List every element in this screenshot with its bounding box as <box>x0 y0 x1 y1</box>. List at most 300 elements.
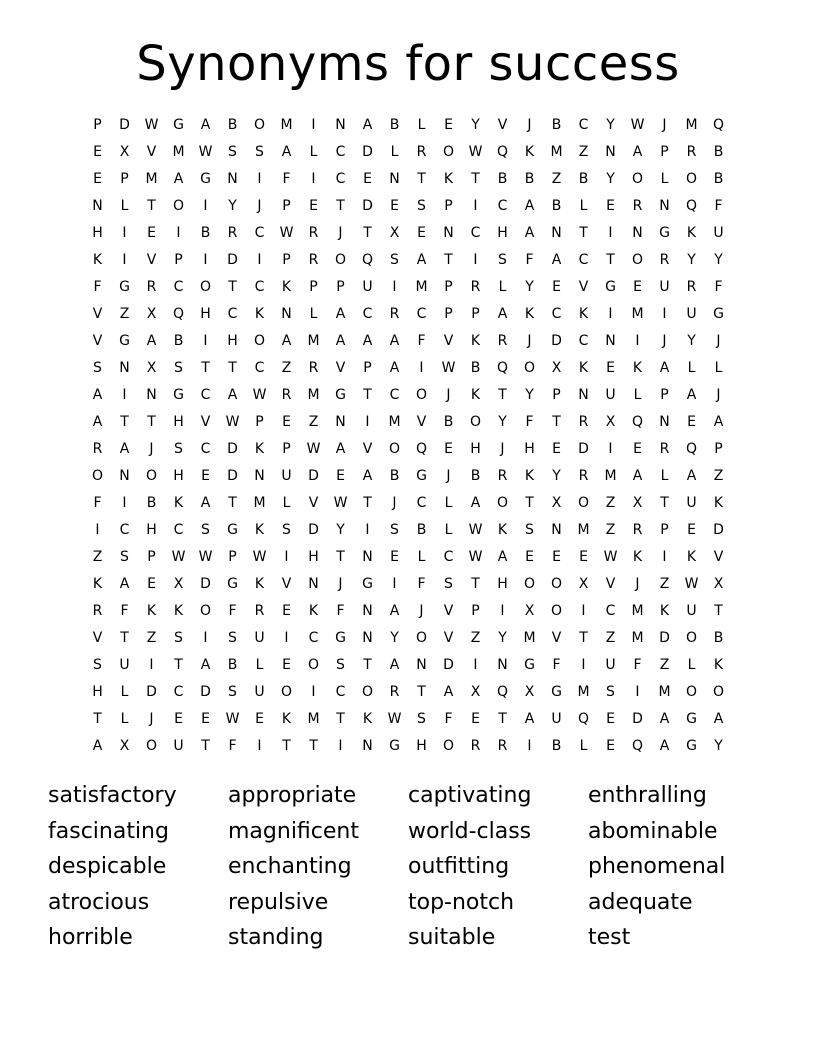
grid-letter: U <box>686 603 697 619</box>
grid-letter: Y <box>498 630 507 646</box>
grid-letter: E <box>606 360 615 376</box>
grid-letter: R <box>308 252 319 268</box>
grid-letter: R <box>92 441 103 457</box>
grid-letter: W <box>630 117 645 133</box>
grid-letter: C <box>254 279 265 295</box>
grid-letter: J <box>149 711 154 727</box>
grid-letter: U <box>659 279 670 295</box>
grid-row <box>84 733 732 760</box>
grid-letter: I <box>365 414 370 430</box>
grid-letter: E <box>444 117 453 133</box>
grid-letter: J <box>635 576 640 592</box>
grid-letter: L <box>660 171 669 187</box>
grid-letter: C <box>119 522 130 538</box>
grid-letter: B <box>389 117 400 133</box>
grid-letter: I <box>203 252 208 268</box>
grid-letter: K <box>173 495 184 511</box>
grid-letter: V <box>443 333 454 349</box>
grid-letter: Z <box>146 630 157 646</box>
word-list-item: atrocious <box>48 889 150 915</box>
grid-row <box>84 409 732 436</box>
grid-letter: I <box>365 522 370 538</box>
grid-letter: M <box>631 603 644 619</box>
grid-letter: T <box>363 495 372 511</box>
grid-letter: R <box>470 279 481 295</box>
grid-letter: U <box>254 630 265 646</box>
grid-letter: Z <box>659 657 670 673</box>
grid-letter: V <box>335 360 346 376</box>
grid-letter: E <box>471 711 480 727</box>
grid-letter: T <box>525 495 534 511</box>
grid-letter: E <box>633 279 642 295</box>
grid-letter: R <box>308 360 319 376</box>
word-list-item: adequate <box>588 889 693 915</box>
grid-letter: V <box>92 306 103 322</box>
grid-letter: A <box>335 333 346 349</box>
grid-letter: M <box>172 144 185 160</box>
grid-letter: O <box>685 684 698 700</box>
word-list-item: test <box>588 925 631 950</box>
grid-letter: R <box>686 144 697 160</box>
grid-row <box>84 112 732 139</box>
grid-letter: N <box>389 171 400 187</box>
grid-letter: J <box>716 333 721 349</box>
grid-row <box>84 598 732 625</box>
grid-letter: O <box>685 171 698 187</box>
word-list-item: appropriate <box>228 783 357 808</box>
grid-letter: V <box>146 252 157 268</box>
grid-letter: O <box>577 495 590 511</box>
grid-letter: Q <box>685 441 698 457</box>
grid-letter: H <box>200 306 211 322</box>
grid-letter: C <box>173 684 184 700</box>
grid-letter: B <box>146 495 157 511</box>
grid-letter: G <box>389 738 400 754</box>
grid-letter: W <box>171 549 186 565</box>
grid-letter: E <box>606 738 615 754</box>
grid-letter: K <box>578 360 589 376</box>
grid-letter: P <box>471 603 480 619</box>
grid-letter: V <box>713 549 724 565</box>
grid-letter: O <box>631 171 644 187</box>
grid-letter: Q <box>361 252 374 268</box>
grid-letter: X <box>119 144 130 160</box>
grid-letter: J <box>500 441 505 457</box>
grid-letter: O <box>415 387 428 403</box>
grid-letter: T <box>579 225 588 241</box>
grid-letter: P <box>228 549 237 565</box>
grid-letter: R <box>497 333 508 349</box>
grid-letter: L <box>714 360 723 376</box>
grid-letter: I <box>257 171 262 187</box>
grid-letter: P <box>714 441 723 457</box>
grid-letter: P <box>363 360 372 376</box>
grid-letter: C <box>551 306 562 322</box>
grid-letter: B <box>551 198 562 214</box>
grid-letter: A <box>632 468 643 484</box>
grid-letter: W <box>279 225 294 241</box>
grid-letter: B <box>497 171 508 187</box>
grid-letter: S <box>174 360 183 376</box>
grid-letter: O <box>442 738 455 754</box>
grid-letter: O <box>550 576 563 592</box>
grid-letter: T <box>417 684 426 700</box>
grid-letter: S <box>390 522 399 538</box>
grid-letter: P <box>660 522 669 538</box>
grid-letter: W <box>225 711 240 727</box>
grid-letter: Y <box>336 522 345 538</box>
grid-letter: O <box>685 630 698 646</box>
grid-letter: C <box>227 306 238 322</box>
grid-letter: Q <box>172 306 185 322</box>
grid-letter: O <box>442 144 455 160</box>
grid-letter: H <box>308 549 319 565</box>
grid-letter: C <box>254 225 265 241</box>
grid-letter: A <box>659 738 670 754</box>
grid-letter: I <box>608 441 613 457</box>
grid-letter: O <box>361 684 374 700</box>
grid-letter: A <box>551 252 562 268</box>
grid-letter: X <box>524 603 535 619</box>
grid-letter: K <box>92 576 103 592</box>
grid-letter: G <box>119 333 130 349</box>
grid-letter: T <box>336 549 345 565</box>
grid-letter: C <box>578 333 589 349</box>
grid-letter: T <box>93 711 102 727</box>
grid-letter: I <box>203 630 208 646</box>
grid-letter: I <box>176 225 181 241</box>
grid-letter: G <box>551 684 562 700</box>
grid-letter: N <box>227 171 238 187</box>
grid-letter: I <box>662 549 667 565</box>
word-list <box>48 778 768 956</box>
grid-letter: J <box>446 387 451 403</box>
grid-letter: A <box>524 198 535 214</box>
grid-letter: X <box>578 576 589 592</box>
grid-letter: F <box>714 198 723 214</box>
grid-letter: M <box>577 522 590 538</box>
grid-letter: U <box>605 657 616 673</box>
grid-letter: K <box>443 171 454 187</box>
grid-letter: D <box>632 711 643 727</box>
grid-letter: V <box>551 630 562 646</box>
grid-letter: O <box>550 603 563 619</box>
grid-letter: Z <box>605 495 616 511</box>
grid-letter: S <box>336 657 345 673</box>
grid-letter: P <box>336 279 345 295</box>
grid-letter: L <box>687 657 696 673</box>
grid-letter: W <box>603 549 618 565</box>
grid-letter: N <box>119 468 130 484</box>
grid-letter: H <box>416 738 427 754</box>
grid-letter: I <box>311 171 316 187</box>
grid-letter: X <box>632 495 643 511</box>
grid-letter: I <box>95 522 100 538</box>
grid-letter: W <box>144 117 159 133</box>
grid-letter: U <box>605 387 616 403</box>
grid-letter: Q <box>631 738 644 754</box>
grid-letter: N <box>659 198 670 214</box>
grid-letter: J <box>662 333 667 349</box>
grid-row <box>84 463 732 490</box>
grid-letter: M <box>307 333 320 349</box>
grid-letter: E <box>93 171 102 187</box>
grid-letter: D <box>200 576 211 592</box>
grid-letter: X <box>389 225 400 241</box>
grid-letter: G <box>173 117 184 133</box>
grid-letter: D <box>443 657 454 673</box>
grid-letter: I <box>257 252 262 268</box>
grid-letter: S <box>498 252 507 268</box>
grid-letter: I <box>473 252 478 268</box>
grid-letter: L <box>444 495 453 511</box>
grid-letter: R <box>389 306 400 322</box>
grid-letter: T <box>471 576 480 592</box>
grid-letter: N <box>308 576 319 592</box>
grid-letter: M <box>415 279 428 295</box>
word-list-item: outfitting <box>408 854 510 879</box>
grid-letter: P <box>444 279 453 295</box>
grid-letter: C <box>335 144 346 160</box>
grid-letter: X <box>146 306 157 322</box>
grid-letter: X <box>713 576 724 592</box>
word-list-item: captivating <box>408 783 532 808</box>
grid-letter: E <box>363 171 372 187</box>
grid-letter: Z <box>119 306 130 322</box>
grid-letter: Y <box>714 738 723 754</box>
grid-letter: K <box>254 306 265 322</box>
grid-letter: W <box>225 414 240 430</box>
grid-letter: A <box>362 333 373 349</box>
grid-letter: O <box>253 117 266 133</box>
grid-letter: K <box>686 225 697 241</box>
grid-letter: L <box>687 360 696 376</box>
grid-letter: P <box>120 171 129 187</box>
grid-letter: B <box>578 171 589 187</box>
grid-letter: X <box>470 684 481 700</box>
grid-letter: M <box>307 387 320 403</box>
grid-letter: C <box>335 684 346 700</box>
grid-letter: L <box>417 549 426 565</box>
grid-letter: O <box>334 252 347 268</box>
grid-letter: T <box>147 414 156 430</box>
grid-letter: E <box>336 468 345 484</box>
grid-letter: R <box>659 441 670 457</box>
grid-letter: M <box>631 306 644 322</box>
grid-letter: O <box>145 738 158 754</box>
grid-letter: G <box>713 306 724 322</box>
grid-letter: C <box>200 387 211 403</box>
word-list-item: horrible <box>48 925 133 950</box>
grid-row <box>84 328 732 355</box>
grid-letter: A <box>686 387 697 403</box>
grid-letter: V <box>308 495 319 511</box>
grid-row <box>84 247 732 274</box>
grid-letter: V <box>200 414 211 430</box>
grid-letter: Y <box>471 117 480 133</box>
grid-letter: T <box>363 225 372 241</box>
grid-letter: N <box>362 603 373 619</box>
grid-letter: E <box>552 279 561 295</box>
grid-letter: N <box>146 387 157 403</box>
grid-letter: W <box>684 576 699 592</box>
grid-row <box>84 166 732 193</box>
grid-letter: E <box>147 225 156 241</box>
grid-letter: P <box>174 252 183 268</box>
grid-letter: R <box>632 522 643 538</box>
grid-letter: P <box>444 306 453 322</box>
word-list-item: world-class <box>408 818 532 844</box>
grid-letter: A <box>92 738 103 754</box>
grid-letter: W <box>468 549 483 565</box>
grid-letter: R <box>578 468 589 484</box>
grid-letter: I <box>149 657 154 673</box>
grid-letter: G <box>605 279 616 295</box>
grid-letter: E <box>390 549 399 565</box>
grid-letter: X <box>605 414 616 430</box>
grid-letter: G <box>335 387 346 403</box>
word-list-item: fascinating <box>48 818 169 844</box>
grid-letter: R <box>227 225 238 241</box>
grid-letter: F <box>336 603 345 619</box>
grid-letter: S <box>444 576 453 592</box>
grid-letter: T <box>471 171 480 187</box>
word-list-item: repulsive <box>228 889 329 915</box>
grid-letter: S <box>228 684 237 700</box>
grid-letter: F <box>444 711 453 727</box>
grid-letter: V <box>92 333 103 349</box>
grid-letter: O <box>523 576 536 592</box>
grid-letter: C <box>578 252 589 268</box>
grid-letter: Z <box>605 522 616 538</box>
word-list-item: enchanting <box>228 854 352 879</box>
grid-letter: Z <box>308 414 319 430</box>
grid-letter: I <box>338 738 343 754</box>
grid-letter: Y <box>714 252 723 268</box>
grid-letter: B <box>524 171 535 187</box>
grid-letter: W <box>468 522 483 538</box>
grid-letter: C <box>254 360 265 376</box>
grid-row <box>84 382 732 409</box>
grid-letter: F <box>714 279 723 295</box>
grid-letter: Y <box>687 252 696 268</box>
grid-row <box>84 706 732 733</box>
grid-letter: K <box>281 279 292 295</box>
grid-letter: I <box>122 252 127 268</box>
grid-letter: W <box>468 144 483 160</box>
grid-letter: V <box>443 630 454 646</box>
grid-letter: O <box>145 468 158 484</box>
grid-letter: G <box>524 657 535 673</box>
grid-letter: O <box>523 360 536 376</box>
grid-letter: I <box>581 603 586 619</box>
grid-letter: D <box>362 198 373 214</box>
grid-letter: F <box>552 657 561 673</box>
grid-letter: A <box>281 144 292 160</box>
grid-letter: B <box>713 171 724 187</box>
grid-letter: B <box>227 657 238 673</box>
grid-letter: Y <box>525 279 534 295</box>
word-list-item: magnificent <box>228 818 359 844</box>
grid-letter: R <box>497 468 508 484</box>
grid-letter: H <box>92 684 103 700</box>
grid-letter: B <box>443 414 454 430</box>
grid-letter: F <box>633 657 642 673</box>
grid-letter: E <box>282 603 291 619</box>
grid-letter: M <box>523 630 536 646</box>
grid-letter: S <box>282 522 291 538</box>
grid-letter: O <box>280 684 293 700</box>
grid-letter: I <box>527 738 532 754</box>
grid-letter: T <box>498 387 507 403</box>
grid-letter: Q <box>685 198 698 214</box>
grid-letter: V <box>605 576 616 592</box>
grid-letter: A <box>389 333 400 349</box>
grid-letter: T <box>147 198 156 214</box>
word-list-item: top-notch <box>408 889 515 915</box>
grid-letter: O <box>388 441 401 457</box>
grid-letter: T <box>660 495 669 511</box>
grid-letter: F <box>282 171 291 187</box>
grid-letter: E <box>255 711 264 727</box>
grid-letter: R <box>497 738 508 754</box>
grid-letter: H <box>497 225 508 241</box>
grid-letter: M <box>604 468 617 484</box>
grid-letter: O <box>199 279 212 295</box>
grid-letter: N <box>362 630 373 646</box>
grid-letter: W <box>252 387 267 403</box>
grid-letter: F <box>525 414 534 430</box>
grid-letter: U <box>713 225 724 241</box>
grid-letter: N <box>119 360 130 376</box>
grid-letter: A <box>497 306 508 322</box>
grid-letter: C <box>416 495 427 511</box>
grid-letter: A <box>335 441 346 457</box>
grid-row <box>84 220 732 247</box>
grid-letter: A <box>659 360 670 376</box>
grid-letter: W <box>387 711 402 727</box>
grid-letter: X <box>119 738 130 754</box>
grid-letter: T <box>228 495 237 511</box>
grid-letter: G <box>227 522 238 538</box>
grid-letter: A <box>281 333 292 349</box>
grid-letter: S <box>174 441 183 457</box>
grid-letter: W <box>198 549 213 565</box>
grid-letter: C <box>173 279 184 295</box>
grid-letter: K <box>524 306 535 322</box>
grid-letter: W <box>441 360 456 376</box>
grid-letter: G <box>119 279 130 295</box>
grid-letter: A <box>146 333 157 349</box>
grid-letter: Y <box>498 414 507 430</box>
grid-letter: A <box>119 441 130 457</box>
grid-letter: W <box>306 441 321 457</box>
grid-letter: A <box>362 117 373 133</box>
grid-row <box>84 193 732 220</box>
grid-letter: P <box>471 306 480 322</box>
grid-letter: I <box>257 738 262 754</box>
grid-letter: A <box>119 576 130 592</box>
grid-letter: L <box>579 198 588 214</box>
grid-letter: I <box>203 198 208 214</box>
grid-letter: P <box>309 279 318 295</box>
grid-letter: B <box>173 333 184 349</box>
grid-letter: T <box>228 279 237 295</box>
grid-letter: G <box>659 225 670 241</box>
grid-letter: K <box>254 441 265 457</box>
grid-letter: P <box>93 117 102 133</box>
grid-letter: R <box>92 603 103 619</box>
